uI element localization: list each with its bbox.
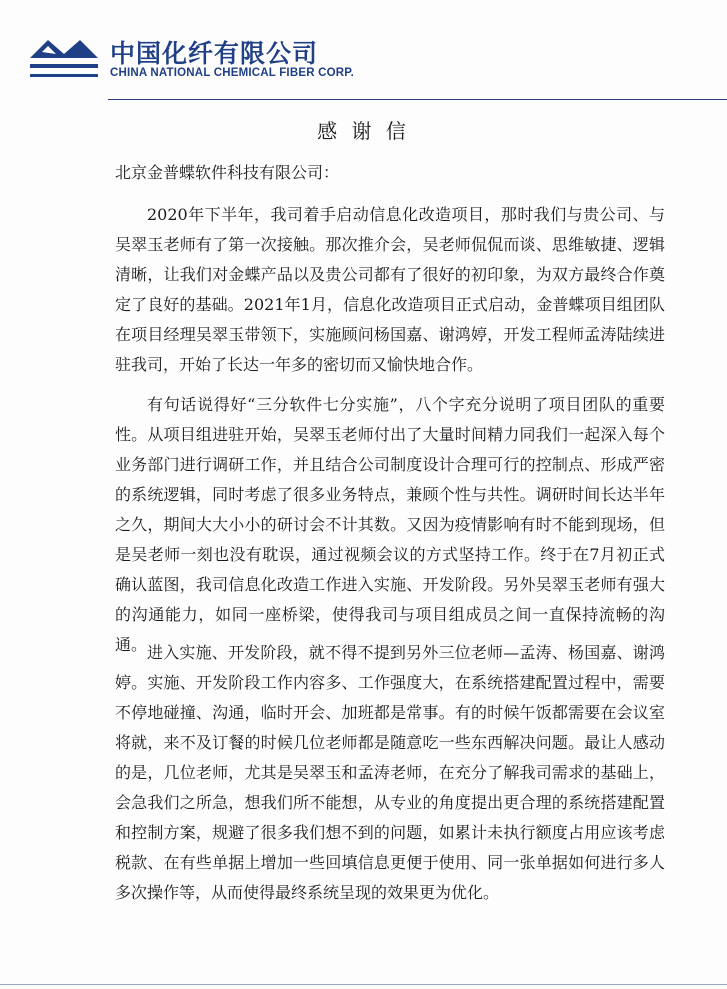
header-divider bbox=[108, 99, 727, 100]
letter-salutation: 北京金普蝶软件科技有限公司： bbox=[115, 163, 340, 182]
footer-divider bbox=[0, 984, 727, 985]
letter-paragraph: 进入实施、开发阶段，就不得不提到另外三位老师—孟涛、杨国嘉、谢鸿婷。实施、开发阶段工作内容多、工作强度大，在系统搭建配置过程中，需要不停地碰撞、沟通，临时开会、加班都是常事。有的时候午饭都需要在会议室将就，来不及订餐的时候几位老师都是随意吃一些东西解决问题。最让人感动的是，几位老师，尤其是吴翠玉和孟涛老师，在充分了解我司需求的基础上，会急我们之所急，想我们所不能想，从专业的角度提出更合理的系统搭建配置和控制方案，规避了很多我们想不到的问题，如累计未执行额度占用应该考虑税款、在有些单据上增加一些回填信息更便于使用、同一张单据如何进行多人多次操作等，从而使得最终系统呈现的效果更为优化。 bbox=[115, 643, 665, 902]
letter-title: 感 谢 信 bbox=[317, 119, 410, 143]
letterhead bbox=[28, 30, 428, 90]
mountain-logo-icon bbox=[28, 34, 100, 82]
letter-paragraph: 2020年下半年，我司着手启动信息化改造项目，那时我们与贵公司、与吴翠玉老师有了第一次接触。那次推介会，吴老师侃侃而谈、思维敏捷、逻辑清晰，让我们对金蝶产品以及贵公司都有了很好的初印象，为双方最终合作奠定了良好的基础。2021年1月，信息化改造项目正式启动，金普蝶项目组团队在项目经理吴翠玉带领下，实施顾问杨国嘉、谢鸿婷，开发工程师孟涛陆续进驻我司，开始了长达一年多的密切而又愉快地合作。 bbox=[115, 205, 665, 374]
company-name-en: CHINA NATIONAL CHEMICAL FIBER CORP. bbox=[110, 67, 355, 79]
company-name-cn: 中国化纤有限公司 bbox=[110, 39, 319, 68]
letter-paragraph: 有句话说得好“三分软件七分实施”，八个字充分说明了项目团队的重要性。从项目组进驻开始，吴翠玉老师付出了大量时间精力同我们一起深入每个业务部门进行调研工作，并且结合公司制度设计合理可行的控制点、形成严密的系统逻辑，同时考虑了很多业务特点，兼顾个性与共性。调研时间长达半年之久，期间大大小小的研讨会不计其数。又因为疫情影响有时不能到现场，但是吴老师一刻也没有耽误，通过视频会议的方式坚持工作。终于在7月初正式确认蓝图，我司信息化改造工作进入实施、开发阶段。另外吴翠玉老师有强大的沟通能力，如同一座桥梁，使得我司与项目组成员之间一直保持流畅的沟通。 bbox=[115, 395, 665, 654]
